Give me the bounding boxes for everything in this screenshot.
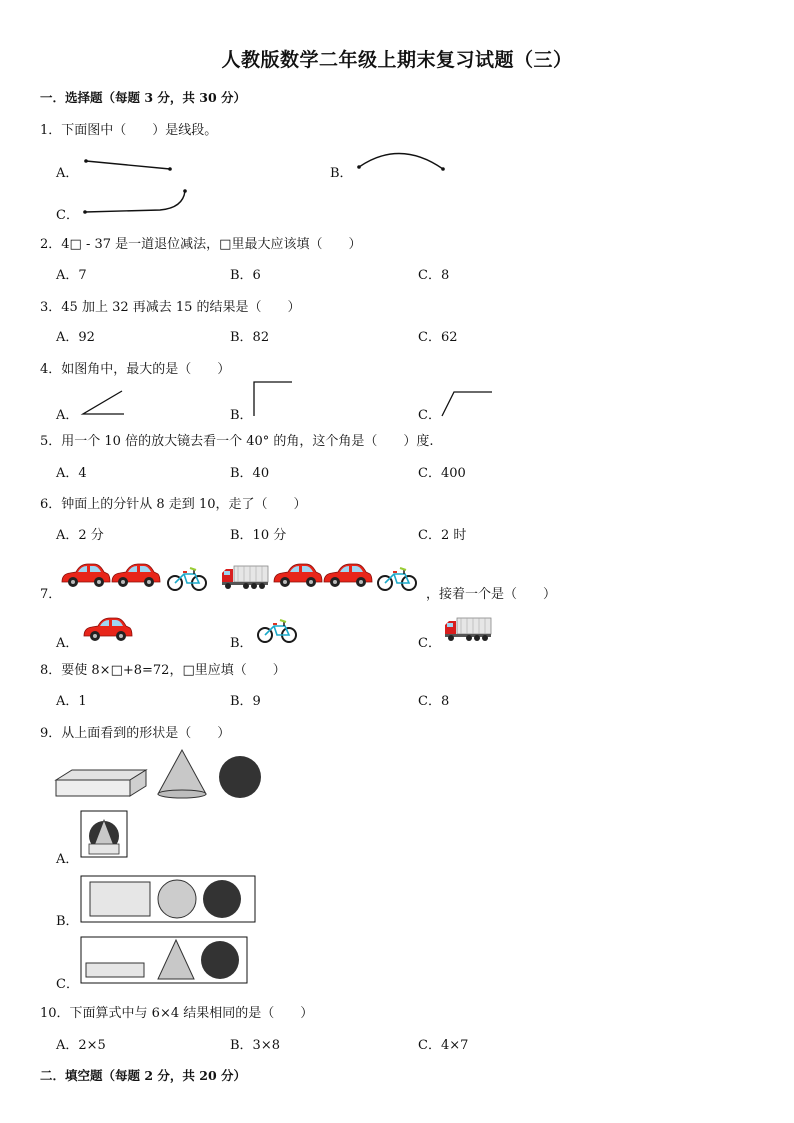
section-heading-fill: 二．填空题（每题 2 分，共 20 分） [40, 1068, 247, 1083]
question-1: 1．下面图中（ ）是线段。 [40, 123, 218, 138]
q8-option-b[interactable]: B．9 [230, 694, 261, 709]
q2-option-a[interactable]: A．7 [56, 268, 87, 283]
bicycle-icon [378, 568, 416, 590]
q9-option-b[interactable]: B． [56, 914, 79, 929]
question-4: 4．如图角中，最大的是（ ） [40, 362, 231, 377]
q1-arc-figure [350, 145, 450, 175]
q2-option-c[interactable]: C．8 [418, 268, 450, 283]
q1-option-a[interactable]: A． [56, 166, 79, 181]
question-10: 10．下面算式中与 6×4 结果相同的是（ ） [40, 1006, 314, 1021]
page-title: 人教版数学二年级上期末复习试题（三） [221, 49, 573, 71]
q4-acute-angle-figure [80, 388, 130, 418]
q6-option-b[interactable]: B．10 分 [230, 528, 287, 543]
question-5: 5．用一个 10 倍的放大镜去看一个 40° 的角，这个角是（ ）度. [40, 434, 434, 449]
q10-option-c[interactable]: C．4×7 [418, 1038, 469, 1053]
truck-icon [443, 612, 495, 642]
q7-option-c[interactable]: C． [418, 636, 441, 651]
red-car-icon [82, 612, 134, 642]
q6-option-a[interactable]: A．2 分 [56, 528, 104, 543]
q4-option-b[interactable]: B． [230, 408, 253, 423]
truck-icon [222, 566, 268, 589]
q9-option-a-figure [80, 810, 130, 860]
q7-option-b[interactable]: B． [230, 636, 253, 651]
question-7: 7． [40, 587, 62, 602]
q3-option-b[interactable]: B．82 [230, 330, 270, 345]
q5-option-c[interactable]: C．400 [418, 466, 466, 481]
q3-option-c[interactable]: C．62 [418, 330, 458, 345]
q4-obtuse-angle-figure [440, 390, 500, 420]
bicycle-icon [256, 612, 302, 644]
question-8: 8．要使 8×□+8=72，□里应填（ ） [40, 663, 286, 678]
q10-option-a[interactable]: A．2×5 [56, 1038, 106, 1053]
q5-option-a[interactable]: A．4 [56, 466, 87, 481]
question-7-suffix: ，接着一个是（ ） [426, 587, 557, 602]
q4-right-angle-figure [252, 380, 297, 420]
q9-solids-figure [54, 748, 269, 804]
question-6: 6．钟面上的分针从 8 走到 10，走了（ ） [40, 497, 307, 512]
bicycle-icon [168, 568, 206, 590]
q1-option-b[interactable]: B． [330, 166, 353, 181]
q9-option-a[interactable]: A． [56, 852, 79, 867]
q3-option-a[interactable]: A．92 [56, 330, 95, 345]
section-heading-choice: 一．选择题（每题 3 分，共 30 分） [40, 90, 247, 105]
q8-option-a[interactable]: A．1 [56, 694, 87, 709]
q9-option-b-figure [80, 875, 258, 925]
question-2: 2．4□ - 37 是一道退位减法，□里最大应该填（ ） [40, 237, 362, 252]
red-car-icon [274, 564, 322, 587]
q7-pattern-sequence [60, 558, 430, 594]
question-9: 9．从上面看到的形状是（ ） [40, 726, 231, 741]
q8-option-c[interactable]: C．8 [418, 694, 450, 709]
q1-segment-figure [80, 155, 180, 175]
q7-option-a[interactable]: A． [56, 636, 79, 651]
red-car-icon [62, 564, 110, 587]
q9-option-c-figure [80, 936, 250, 986]
red-car-icon [112, 564, 160, 587]
red-car-icon [324, 564, 372, 587]
q4-option-c[interactable]: C． [418, 408, 441, 423]
q6-option-c[interactable]: C．2 时 [418, 528, 467, 543]
question-3: 3．45 加上 32 再减去 15 的结果是（ ） [40, 300, 301, 315]
q5-option-b[interactable]: B．40 [230, 466, 270, 481]
q4-option-a[interactable]: A． [56, 408, 79, 423]
q9-option-c[interactable]: C． [56, 977, 79, 992]
q1-curve-figure [80, 185, 190, 220]
q1-option-c[interactable]: C． [56, 208, 79, 223]
q10-option-b[interactable]: B．3×8 [230, 1038, 280, 1053]
q2-option-b[interactable]: B．6 [230, 268, 261, 283]
